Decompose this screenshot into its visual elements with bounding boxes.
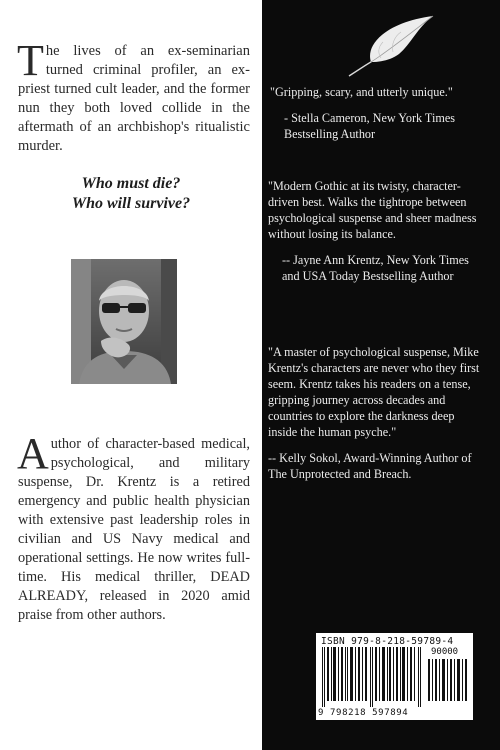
quote-2	[268, 178, 486, 284]
quote-3-text: "A master of psychological suspense, Mike Krentz's characters are never who they first seem. Krentz takes his readers on a tense, gripping journey across decades and countries to explore the darkness deep inside the human psyche."	[268, 345, 480, 439]
quote-1-attribution: - Stella Cameron, New York Times Bestselling Author	[284, 111, 455, 141]
blurb-dropcap: T	[17, 36, 44, 85]
quote-3	[268, 344, 486, 482]
author-photo	[71, 259, 177, 384]
quote-2-attribution: -- Jayne Ann Krentz, New York Times and USA Today Bestselling Author	[282, 253, 469, 283]
author-photo-image	[71, 259, 177, 384]
book-blurb	[17, 36, 250, 156]
blurb-text: he lives of an ex-seminarian turned criminal profiler, an ex-priest turned cult leader, and the former nun they both loved collide in the aftermath of an archbishop's ritualistic murder.	[18, 43, 250, 154]
addon-barcode	[428, 659, 468, 701]
quote-1	[270, 84, 486, 142]
quote-1-text: "Gripping, scary, and utterly unique."	[270, 85, 453, 99]
quote-2-text: "Modern Gothic at its twisty, character-driven best. Walks the tightrope between psychological suspense and sheer madness without losing its balance.	[268, 179, 477, 241]
tagline-line-1: Who must die?	[81, 175, 181, 192]
tagline-line-2: Who will survive?	[71, 195, 191, 212]
tagline	[0, 174, 262, 214]
bio-text: uthor of character-based medical, psychological, and military suspense, Dr. Krentz is a retired emergency and public health physician with extensive past leadership roles in civilian and US Navy medical and operational settings. He now writes full-time. His medical thriller, DEAD ALREADY, released in 2020 amid praise from other authors.	[18, 436, 250, 623]
barcode-number: 9 798218 597894	[318, 708, 409, 718]
barcode-bars	[322, 647, 426, 707]
feather-icon	[347, 14, 437, 80]
author-bio	[17, 429, 250, 625]
isbn-label: ISBN 979-8-218-59789-4	[321, 636, 454, 647]
bio-dropcap: A	[17, 429, 49, 478]
price-code: 90000	[431, 647, 459, 657]
quote-3-attribution: -- Kelly Sokol, Award-Winning Author of The Unprotected and Breach.	[268, 451, 472, 481]
isbn-barcode	[316, 633, 473, 720]
